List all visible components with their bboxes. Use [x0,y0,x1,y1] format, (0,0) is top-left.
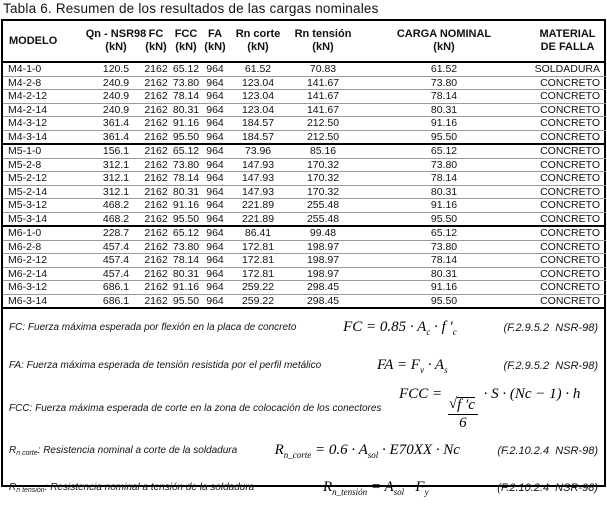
value-cell: 65.12 [430,227,458,239]
column-header-name: Rn tensión [294,28,352,40]
value-cell: 170.32 [306,172,340,184]
value-cell: CONCRETO [540,185,600,198]
table-row [3,171,606,185]
value-cell: 78.14 [430,90,458,102]
column-header [3,21,91,61]
value-cell: CONCRETO [540,281,600,293]
value-cell: 172.81 [241,254,275,266]
value-cell: 78.14 [172,254,200,266]
footnote-description: : Resistencia nominal a tensión de la soldadura [44,481,255,493]
model-cell: M6-1-0 [8,227,42,239]
value-cell: CONCRETO [540,294,600,307]
value-cell: 156.1 [102,145,130,157]
formula-text: R [274,441,284,458]
table-row [3,76,606,90]
value-cell: 964 [206,199,224,211]
formula-radical [449,397,475,414]
column-header-name: Rn corte [235,28,281,40]
value-cell: 228.7 [102,227,130,239]
value-cell: 141.67 [306,90,340,102]
formula-text: · S · (Nc − 1) · h [479,385,581,402]
value-cell: 95.50 [430,212,458,225]
value-cell: 91.16 [172,199,200,211]
table-row [3,267,606,281]
value-cell: 91.16 [172,281,200,293]
value-cell: 85.16 [309,145,337,157]
footnote-description: : Resistencia nominal a corte de la soldadura [37,444,238,456]
footnote-term: FC [9,322,23,333]
value-cell: 2162 [144,199,168,211]
table-row [3,253,606,267]
column-header-name: MATERIAL [539,28,596,40]
value-cell: 91.16 [430,281,458,293]
value-cell: 123.04 [241,76,275,89]
value-cell: 2162 [144,158,168,171]
footnote [3,385,604,432]
column-header-unit: (kN) [204,41,226,53]
footnote-term-subscript: n tensión [16,486,45,494]
model-cell: M4-2-8 [8,76,42,89]
value-cell: 184.57 [241,130,275,143]
value-cell: 2162 [144,90,168,102]
formula-text: · E70XX · Nc [378,441,460,458]
value-cell: 964 [206,294,224,307]
value-cell: 80.31 [430,103,458,116]
value-cell: 457.4 [102,254,130,266]
value-cell: 95.50 [172,212,200,225]
value-cell: 147.93 [241,185,275,198]
column-header-name: MODELO [9,34,58,47]
column-header [287,21,359,61]
model-cell: M5-3-14 [8,212,48,225]
value-cell: 65.12 [172,227,200,239]
value-cell: CONCRETO [540,227,600,239]
value-cell: 73.96 [244,145,272,157]
value-cell: 2162 [144,267,168,280]
value-cell: 2162 [144,63,168,75]
formula [343,319,457,337]
value-cell: 964 [206,130,224,143]
formula-text: FCC = [399,385,446,402]
value-cell: 198.97 [306,254,340,266]
column-header-unit: (kN) [175,41,197,53]
value-cell: 73.80 [172,240,200,253]
results-table [1,19,606,497]
value-cell: 61.52 [244,63,272,75]
footnote-term: FA [9,360,22,371]
column-header [529,21,606,61]
formula-text: FA = F [377,357,420,373]
radical-sign-icon: √ [448,395,458,412]
value-cell: 170.32 [306,185,340,198]
model-cell: M6-2-14 [8,267,48,280]
value-cell: 65.12 [172,145,200,157]
value-cell: 964 [206,185,224,198]
value-cell: 2162 [144,117,168,129]
value-cell: 141.67 [306,103,340,116]
column-header [141,21,171,61]
formula [399,386,580,432]
formula-text: · F [404,478,425,495]
value-cell: 2162 [144,212,168,225]
value-cell: 2162 [144,254,168,266]
table-row [3,103,606,117]
value-cell: 172.81 [241,240,275,253]
value-cell: 73.80 [430,76,458,89]
table-row [3,185,606,199]
value-cell: 2162 [144,76,168,89]
value-cell: 91.16 [430,117,458,129]
value-cell: 184.57 [241,117,275,129]
formula-text: = A [367,478,394,495]
footnote-term-subscript: n corte [16,449,38,457]
formula [323,479,429,497]
value-cell: 964 [206,76,224,89]
footnote-description: : Fuerza máxima esperada por flexión en la placa de concreto [22,322,297,333]
footnote-label [9,360,321,372]
formula-subscript: c [426,327,431,337]
value-cell: 120.5 [102,63,130,75]
formula-subscript: v [419,365,424,375]
value-cell: 298.45 [306,281,340,293]
value-cell: 361.4 [102,117,130,129]
table-row [3,240,606,254]
value-cell: 964 [206,281,224,293]
model-cell: M6-3-14 [8,294,48,307]
value-cell: 221.89 [241,199,275,211]
column-header [201,21,229,61]
value-cell: 2162 [144,185,168,198]
value-cell: CONCRETO [540,145,600,157]
value-cell: 964 [206,212,224,225]
column-header [359,21,529,61]
code-reference: (F.2.10.2.4 NSR-98) [497,481,598,494]
value-cell: 61.52 [430,63,458,75]
formula-subscript: n_corte [283,449,312,460]
value-cell: CONCRETO [540,130,600,143]
column-header-unit: DE FALLA [540,41,595,53]
table-row [3,212,606,226]
value-cell: CONCRETO [540,103,600,116]
footnote [3,347,604,385]
value-cell: 312.1 [102,172,130,184]
value-cell: 964 [206,158,224,171]
value-cell: 198.97 [306,240,340,253]
value-cell: 91.16 [430,199,458,211]
value-cell: 172.81 [241,267,275,280]
code-reference: (F.2.10.2.4 NSR-98) [497,444,598,457]
footnote [3,309,604,347]
value-cell: CONCRETO [540,158,600,171]
value-cell: 964 [206,254,224,266]
formula [377,357,448,375]
value-cell: 298.45 [306,294,340,307]
column-header-unit: (kN) [105,41,127,53]
column-header-unit: (kN) [145,41,167,53]
value-cell: 2162 [144,294,168,307]
value-cell: 123.04 [241,90,275,102]
value-cell: 2162 [144,103,168,116]
footnote-term: FCC [9,402,30,414]
value-cell: 80.31 [172,267,200,280]
model-cell: M5-2-8 [8,158,42,171]
formula-text: FC = 0.85 · A [343,319,427,335]
value-cell: 2162 [144,145,168,157]
value-cell: CONCRETO [540,117,600,129]
formula-fraction [448,397,478,432]
footnote [3,469,604,506]
formula [275,442,460,460]
value-cell: 198.97 [306,267,340,280]
footnote [3,432,604,469]
value-cell: 255.48 [306,199,340,211]
value-cell: 468.2 [102,212,130,225]
value-cell: 95.50 [172,294,200,307]
footnote-description: : Fuerza máxima esperada de tensión resistida por el perfil metálico [21,360,322,371]
value-cell: 123.04 [241,103,275,116]
footnote-label [9,445,237,457]
value-cell: 964 [206,227,224,239]
value-cell: 78.14 [430,172,458,184]
value-cell: 147.93 [241,172,275,184]
value-cell: CONCRETO [540,76,600,89]
column-header-unit: (kN) [433,41,455,53]
value-cell: 259.22 [241,294,275,307]
footnote-label [9,322,296,334]
value-cell: 964 [206,63,224,75]
value-cell: CONCRETO [540,212,600,225]
value-cell: 73.80 [172,158,200,171]
footnote-term: R [9,444,17,456]
value-cell: CONCRETO [540,240,600,253]
table-row [3,280,606,294]
model-cell: M4-2-12 [8,90,48,102]
table-row [3,116,606,130]
value-cell: 964 [206,267,224,280]
formula-subscript: sol [367,449,379,460]
column-header-name: CARGA NOMINAL [396,28,492,40]
value-cell: 80.31 [430,267,458,280]
model-cell: M6-2-12 [8,254,48,266]
model-cell: M4-2-14 [8,103,48,116]
value-cell: 70.83 [309,63,337,75]
value-cell: 80.31 [172,185,200,198]
value-cell: CONCRETO [540,90,600,102]
column-header-unit: (kN) [312,41,334,53]
radicand: f 'c [457,396,475,413]
formula-text: R [322,478,333,495]
formula-text: · f ' [430,319,453,335]
value-cell: 964 [206,117,224,129]
value-cell: 361.4 [102,130,130,143]
model-cell: M5-1-0 [8,145,42,157]
column-header [171,21,201,61]
model-cell: M4-3-14 [8,130,48,143]
value-cell: 95.50 [172,130,200,143]
value-cell: 2162 [144,227,168,239]
value-cell: 95.50 [430,130,458,143]
formula-subscript: sol [393,486,405,497]
value-cell: 964 [206,172,224,184]
formula-text: · A [423,357,445,373]
value-cell: 65.12 [172,63,200,75]
column-header-name: FCC [174,28,198,40]
code-reference: (F.2.9.5.2 NSR-98) [503,322,598,334]
value-cell: 80.31 [172,103,200,116]
value-cell: 255.48 [306,212,340,225]
column-header-unit: (kN) [247,41,269,53]
value-cell: 95.50 [430,294,458,307]
value-cell: 312.1 [102,158,130,171]
column-header [229,21,287,61]
value-cell: 2162 [144,172,168,184]
table-row [3,130,606,144]
column-header-name: FA [207,28,223,40]
value-cell: 2162 [144,281,168,293]
table-row [3,225,606,240]
value-cell: CONCRETO [540,199,600,211]
value-cell: 65.12 [430,145,458,157]
formula-text: = 0.6 · A [311,441,368,458]
value-cell: 468.2 [102,199,130,211]
model-cell: M6-2-8 [8,240,42,253]
column-header [85,21,147,61]
formula-subscript: c [452,327,457,337]
footnote-description: : Fuerza máxima esperada de corte en la zona de colocación de los conectores [29,402,382,414]
code-reference: (F.2.9.5.2 NSR-98) [503,360,598,372]
value-cell: 240.9 [102,90,130,102]
table-title: Tabla 6. Resumen de los resultados de las cargas nominales [3,1,379,16]
value-cell: 147.93 [241,158,275,171]
value-cell: 73.80 [430,240,458,253]
value-cell: 73.80 [172,76,200,89]
value-cell: 240.9 [102,103,130,116]
value-cell: 312.1 [102,185,130,198]
formula-subscript: s [444,365,448,375]
model-cell: M4-3-12 [8,117,48,129]
fraction-numerator [448,397,478,415]
value-cell: 78.14 [172,172,200,184]
value-cell: 686.1 [102,294,130,307]
column-header-name: Qn - NSR98 [85,28,147,40]
value-cell: 80.31 [430,185,458,198]
value-cell: 78.14 [172,90,200,102]
model-cell: M6-3-12 [8,281,48,293]
value-cell: CONCRETO [540,172,600,184]
value-cell: 686.1 [102,281,130,293]
footnote-label [9,403,381,415]
value-cell: CONCRETO [540,254,600,266]
value-cell: 212.50 [306,117,340,129]
formula-text: 6 [459,414,467,431]
value-cell: 2162 [144,130,168,143]
model-cell: M5-2-14 [8,185,48,198]
table-header-row [3,21,606,63]
value-cell: 964 [206,103,224,116]
value-cell: 964 [206,90,224,102]
value-cell: 73.80 [430,158,458,171]
value-cell: 240.9 [102,76,130,89]
value-cell: 221.89 [241,212,275,225]
value-cell: 2162 [144,240,168,253]
value-cell: 964 [206,240,224,253]
formula-subscript: n_tensión [332,486,368,497]
table-row [3,198,606,212]
value-cell: 86.41 [244,227,272,239]
column-header-name: FC [148,28,164,40]
value-cell: 457.4 [102,240,130,253]
model-cell: M5-3-12 [8,199,48,211]
value-cell: 99.48 [309,227,337,239]
value-cell: SOLDADURA [534,63,600,75]
footnote-label [9,482,254,494]
value-cell: 78.14 [430,254,458,266]
table-row [3,158,606,172]
value-cell: CONCRETO [540,267,600,280]
value-cell: 170.32 [306,158,340,171]
value-cell: 91.16 [172,117,200,129]
table-row [3,143,606,158]
formula-subscript: y [424,486,429,497]
footnotes [3,309,604,506]
table-row [3,63,606,76]
model-cell: M4-1-0 [8,63,42,75]
table-body [3,63,604,309]
value-cell: 212.50 [306,130,340,143]
value-cell: 964 [206,145,224,157]
footnote-term: R [9,481,17,493]
value-cell: 457.4 [102,267,130,280]
fraction-denominator [459,415,467,432]
model-cell: M5-2-12 [8,172,48,184]
table-row [3,294,606,308]
table-row [3,89,606,103]
value-cell: 141.67 [306,76,340,89]
value-cell: 259.22 [241,281,275,293]
